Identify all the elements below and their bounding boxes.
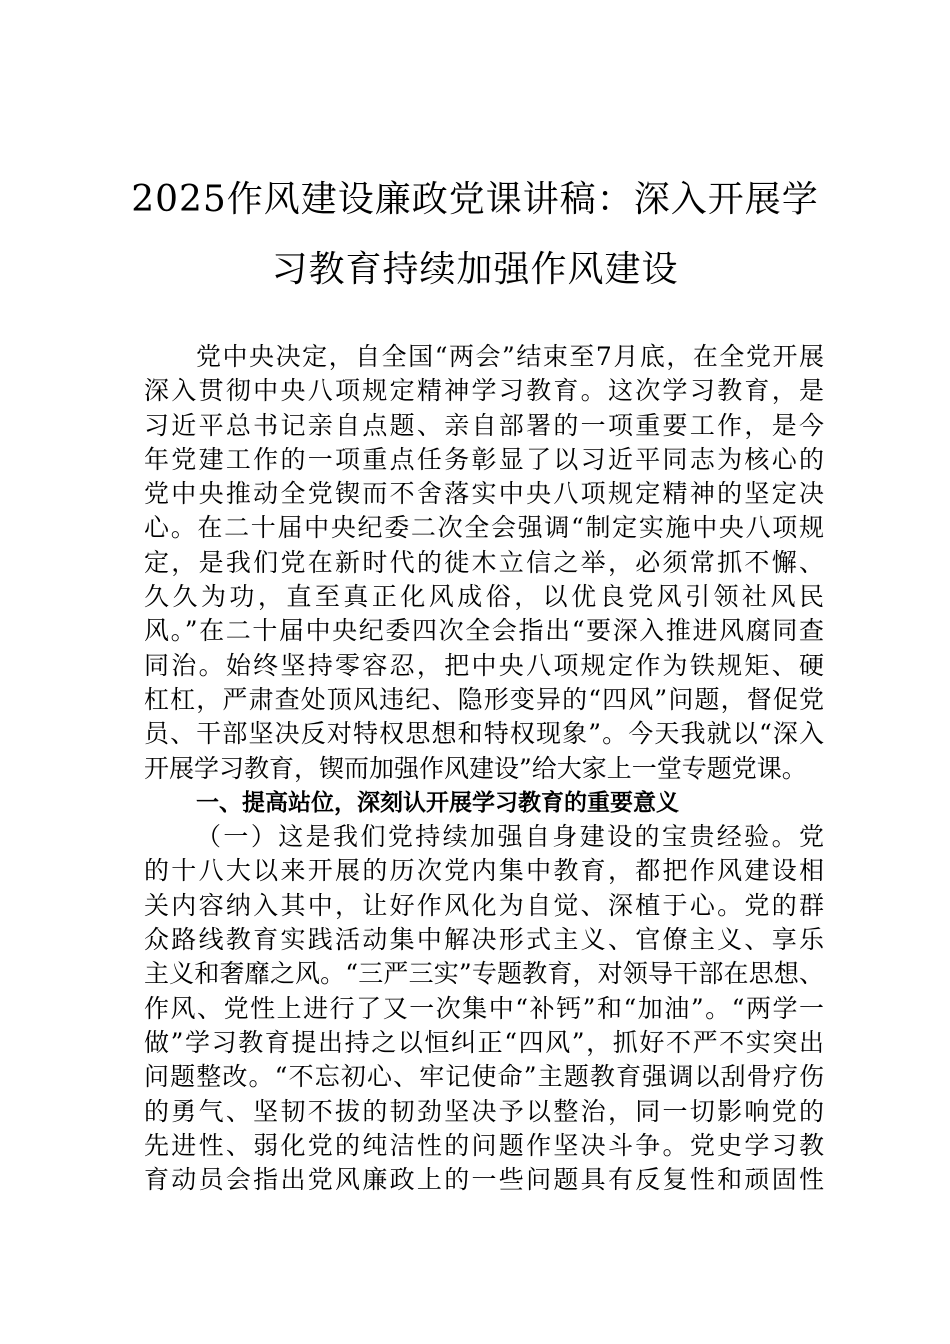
paragraph-1-line: 杠杠，严肃查处顶风违纪、隐形变异的“四风”问题，督促党 — [144, 684, 824, 714]
paragraph-1-line: 党中央决定，自全国“两会”结束至7月底，在全党开展 — [196, 342, 824, 371]
paragraph-2-line: 问题整改。“不忘初心、牢记使命”主题教育强调以刮骨疗伤 — [144, 1062, 824, 1092]
paragraph-1-line: 员、干部坚决反对特权思想和特权现象”。今天我就以“深入 — [144, 719, 824, 749]
paragraph-2-line: 众路线教育实践活动集中解决形式主义、官僚主义、享乐 — [144, 925, 824, 955]
paragraph-2-line: 做”学习教育提出持之以恒纠正“四风”，抓好不严不实突出 — [144, 1027, 824, 1057]
paragraph-2-line: 关内容纳入其中，让好作风化为自觉、深植于心。党的群 — [144, 890, 824, 920]
document-body — [144, 340, 824, 1197]
document-title-line-2: 习教育持续加强作风建设 — [271, 249, 679, 290]
document-title-line-1: 2025作风建设廉政党课讲稿：深入开展学 — [131, 179, 819, 220]
paragraph-2-line: 的勇气、坚韧不拔的韧劲坚决予以整治，同一切影响党的 — [144, 1096, 824, 1126]
paragraph-1-line: 定，是我们党在新时代的徙木立信之举，必须常抓不懈、 — [144, 547, 824, 577]
section-heading-1: 一、提高站位，深刻认开展学习教育的重要意义 — [196, 789, 679, 816]
paragraph-1-line: 心。在二十届中央纪委二次全会强调“制定实施中央八项规 — [144, 513, 824, 543]
paragraph-1-line: 风。”在二十届中央纪委四次全会指出“要深入推进风腐同查 — [144, 616, 824, 646]
paragraph-2-line: 作风、党性上进行了又一次集中“补钙”和“加油”。“两学一 — [144, 993, 824, 1023]
paragraph-2-line: （一）这是我们党持续加强自身建设的宝贵经验。党 — [196, 822, 824, 852]
paragraph-1-line: 年党建工作的一项重点任务彰显了以习近平同志为核心的 — [144, 444, 824, 474]
paragraph-1-line: 同治。始终坚持零容忍，把中央八项规定作为铁规矩、硬 — [144, 650, 824, 680]
paragraph-1-line: 党中央推动全党锲而不舍落实中央八项规定精神的坚定决 — [144, 479, 824, 509]
paragraph-1-line: 久久为功，直至真正化风成俗，以优良党风引领社风民 — [144, 582, 824, 612]
paragraph-1-line: 习近平总书记亲自点题、亲自部署的一项重要工作，是今 — [144, 410, 824, 440]
paragraph-2-line: 的十八大以来开展的历次党内集中教育，都把作风建设相 — [144, 856, 824, 886]
paragraph-2-line: 育动员会指出党风廉政上的一些问题具有反复性和顽固性 — [144, 1165, 824, 1195]
paragraph-2-line: 主义和奢靡之风。“三严三实”专题教育，对领导干部在思想、 — [144, 959, 824, 989]
paragraph-1-line: 深入贯彻中央八项规定精神学习教育。这次学习教育，是 — [144, 376, 824, 406]
paragraph-1-line: 开展学习教育，锲而加强作风建设”给大家上一堂专题党课。 — [144, 753, 807, 783]
paragraph-2-line: 先进性、弱化党的纯洁性的问题作坚决斗争。党史学习教 — [144, 1130, 824, 1160]
